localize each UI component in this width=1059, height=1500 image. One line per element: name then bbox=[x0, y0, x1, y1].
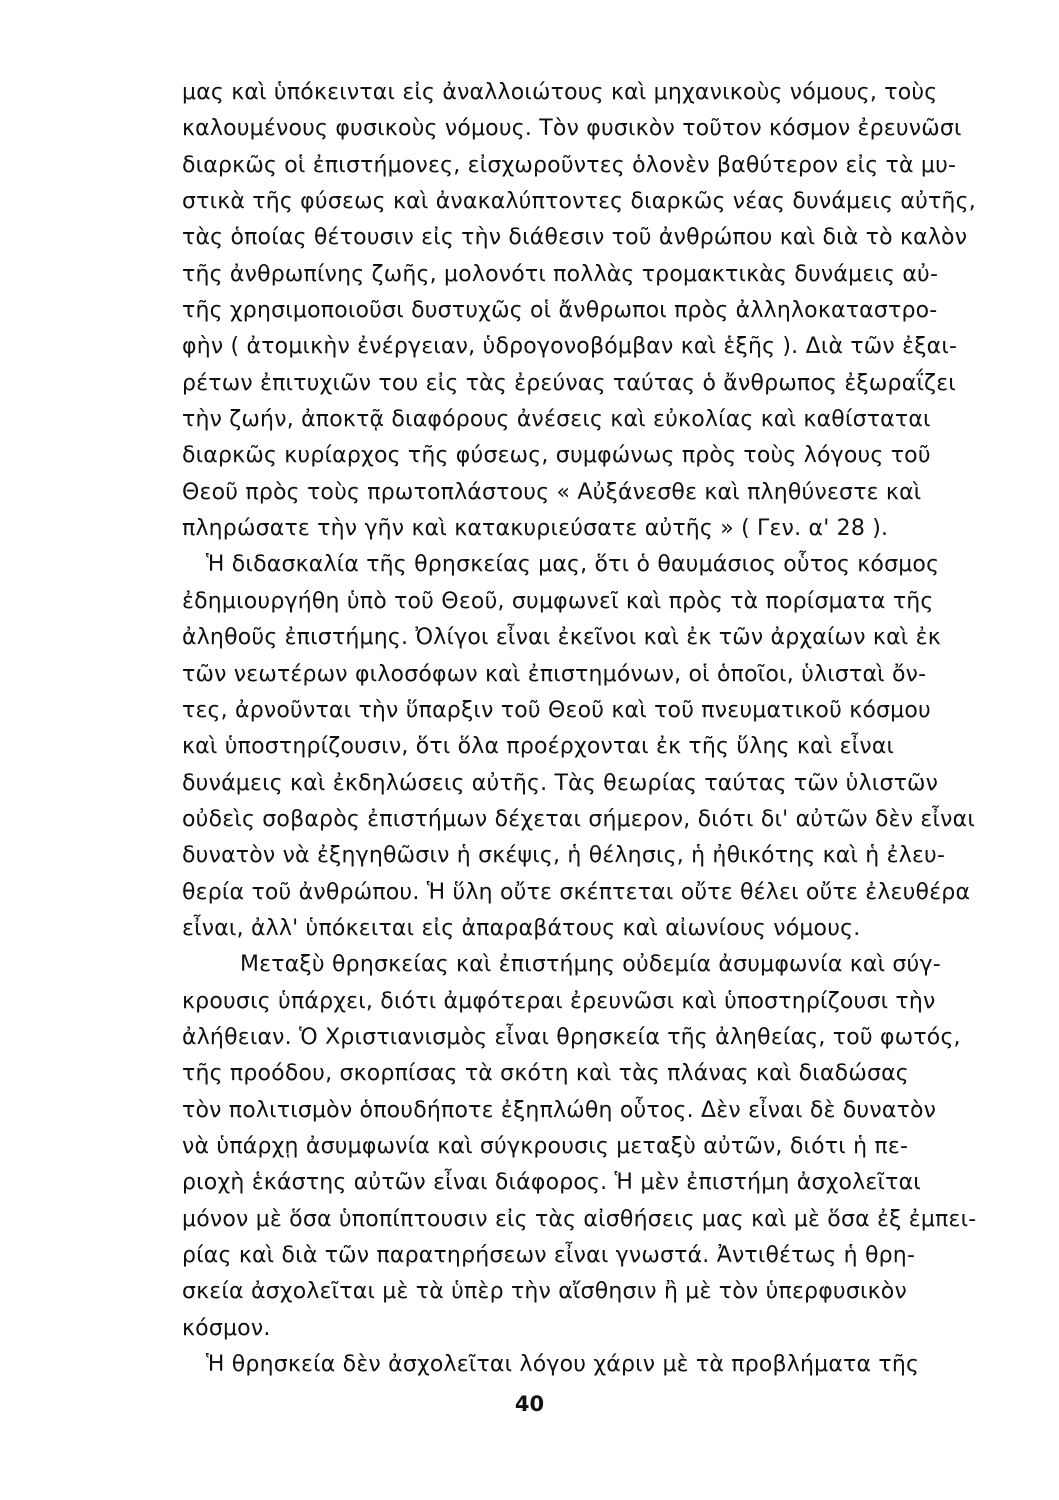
text-line: στικὰ τῆς φύσεως καὶ ἀνακαλύπτοντες διαρκῶς νέας δυνάμεις αὐτῆς, bbox=[182, 189, 976, 215]
text-line: σκεία ἀσχολεῖται μὲ τὰ ὑπὲρ τὴν αἴσθησιν ἢ μὲ τὸν ὑπερφυσικὸν bbox=[182, 1279, 907, 1305]
text-line: θερία τοῦ ἀνθρώπου. Ἡ ὕλη οὔτε σκέπτεται οὔτε θέλει οὔτε ἐλευθέρα bbox=[182, 879, 971, 905]
text-line: ἀληθοῦς ἐπιστήμης. Ὀλίγοι εἶναι ἐκεῖνοι καὶ ἐκ τῶν ἀρχαίων καὶ ἐκ bbox=[182, 625, 941, 651]
text-line: δυνατὸν νὰ ἐξηγηθῶσιν ἡ σκέψις, ἡ θέλησις, ἡ ἠθικότης καὶ ἡ ἐλευ- bbox=[182, 843, 946, 869]
text-line: Θεοῦ πρὸς τοὺς πρωτοπλάστους « Αὐξάνεσθε καὶ πληθύνεστε καὶ bbox=[182, 479, 922, 505]
paragraph-start-line: Ἡ διδασκαλία τῆς θρησκείας μας, ὅτι ὁ θαυμάσιος οὗτος κόσμος bbox=[206, 552, 940, 578]
text-line: κόσμον. bbox=[182, 1315, 271, 1341]
text-line: τῆς προόδου, σκορπίσας τὰ σκότη καὶ τὰς πλάνας καὶ διαδώσας bbox=[182, 1061, 909, 1087]
text-line: τες, ἀρνοῦνται τὴν ὕπαρξιν τοῦ Θεοῦ καὶ τοῦ πνευματικοῦ κόσμου bbox=[182, 697, 931, 723]
text-line: ριοχὴ ἑκάστης αὐτῶν εἶναι διάφορος. Ἡ μὲν ἐπιστήμη ἀσχολεῖται bbox=[182, 1170, 921, 1196]
text-line: νὰ ὑπάρχῃ ἀσυμφωνία καὶ σύγκρουσις μεταξὺ αὐτῶν, διότι ἡ πε- bbox=[182, 1133, 909, 1159]
text-line: τὰς ὁποίας θέτουσιν εἰς τὴν διάθεσιν τοῦ ἀνθρώπου καὶ διὰ τὸ καλὸν bbox=[182, 225, 968, 251]
page-number: 40 bbox=[514, 1392, 545, 1416]
text-line: καὶ ὑποστηρίζουσιν, ὅτι ὅλα προέρχονται ἐκ τῆς ὕλης καὶ εἶναι bbox=[182, 734, 895, 760]
text-line: οὐδεὶς σοβαρὸς ἐπιστήμων δέχεται σήμερον, διότι δι' αὐτῶν δὲν εἶναι bbox=[182, 806, 975, 832]
text-line: πληρώσατε τὴν γῆν καὶ κατακυριεύσατε αὐτῆς » ( Γεν. α' 28 ). bbox=[182, 516, 889, 542]
text-line: τῆς ἀνθρωπίνης ζωῆς, μολονότι πολλὰς τρομακτικὰς δυνάμεις αὐ- bbox=[182, 261, 939, 287]
text-line: τῶν νεωτέρων φιλοσόφων καὶ ἐπιστημόνων, οἱ ὁποῖοι, ὑλισταὶ ὄν- bbox=[182, 661, 927, 687]
paragraph-start-line: Ἡ θρησκεία δὲν ἀσχολεῖται λόγου χάριν μὲ τὰ προβλήματα τῆς bbox=[206, 1352, 920, 1378]
text-line: τῆς χρησιμοποιοῦσι δυστυχῶς οἱ ἄνθρωποι πρὸς ἀλληλοκαταστρο- bbox=[182, 298, 938, 324]
text-line: μας καὶ ὑπόκεινται εἰς ἀναλλοιώτους καὶ μηχανικοὺς νόμους, τοὺς bbox=[182, 80, 938, 105]
text-line: ρέτων ἐπιτυχιῶν του εἰς τὰς ἐρεύνας ταύτας ὁ ἄνθρωπος ἐξωραΐζει bbox=[182, 370, 956, 396]
text-line: τὸν πολιτισμὸν ὁπουδήποτε ἐξηπλώθη οὗτος. Δὲν εἶναι δὲ δυνατὸν bbox=[182, 1097, 937, 1123]
text-line: μόνον μὲ ὅσα ὑποπίπτουσιν εἰς τὰς αἰσθήσεις μας καὶ μὲ ὅσα ἐξ ἐμπει- bbox=[182, 1206, 977, 1232]
paragraph-start-line: Μεταξὺ θρησκείας καὶ ἐπιστήμης οὐδεμία ἀσυμφωνία καὶ σύγ- bbox=[240, 952, 941, 978]
text-line: εἶναι, ἀλλ' ὑπόκειται εἰς ἀπαραβάτους καὶ αἰωνίους νόμους. bbox=[182, 915, 861, 941]
body-text bbox=[182, 75, 1034, 1383]
text-line: φὴν ( ἀτομικὴν ἐνέργειαν, ὑδρογονοβόμβαν καὶ ἑξῆς ). Διὰ τῶν ἐξαι- bbox=[182, 334, 958, 360]
text-line: ἀλήθειαν. Ὁ Χριστιανισμὸς εἶναι θρησκεία τῆς ἀληθείας, τοῦ φωτός, bbox=[182, 1024, 961, 1050]
text-line: κρουσις ὑπάρχει, διότι ἀμφότεραι ἐρευνῶσι καὶ ὑποστηρίζουσι τὴν bbox=[182, 988, 936, 1014]
text-line: διαρκῶς οἱ ἐπιστήμονες, εἰσχωροῦντες ὁλονὲν βαθύτερον εἰς τὰ μυ- bbox=[182, 152, 957, 178]
text-line: ἐδημιουργήθη ὑπὸ τοῦ Θεοῦ, συμφωνεῖ καὶ πρὸς τὰ πορίσματα τῆς bbox=[182, 588, 934, 614]
text-line: τὴν ζωήν, ἀποκτᾷ διαφόρους ἀνέσεις καὶ εὐκολίας καὶ καθίσταται bbox=[182, 407, 931, 433]
text-line: ρίας καὶ διὰ τῶν παρατηρήσεων εἶναι γνωστά. Ἀντιθέτως ἡ θρη- bbox=[182, 1243, 916, 1268]
text-line: διαρκῶς κυρίαρχος τῆς φύσεως, συμφώνως πρὸς τοὺς λόγους τοῦ bbox=[182, 443, 931, 469]
text-line: δυνάμεις καὶ ἐκδηλώσεις αὐτῆς. Τὰς θεωρίας ταύτας τῶν ὑλιστῶν bbox=[182, 770, 939, 796]
text-line: καλουμένους φυσικοὺς νόμους. Τὸν φυσικὸν τοῦτον κόσμον ἐρευνῶσι bbox=[182, 116, 962, 142]
